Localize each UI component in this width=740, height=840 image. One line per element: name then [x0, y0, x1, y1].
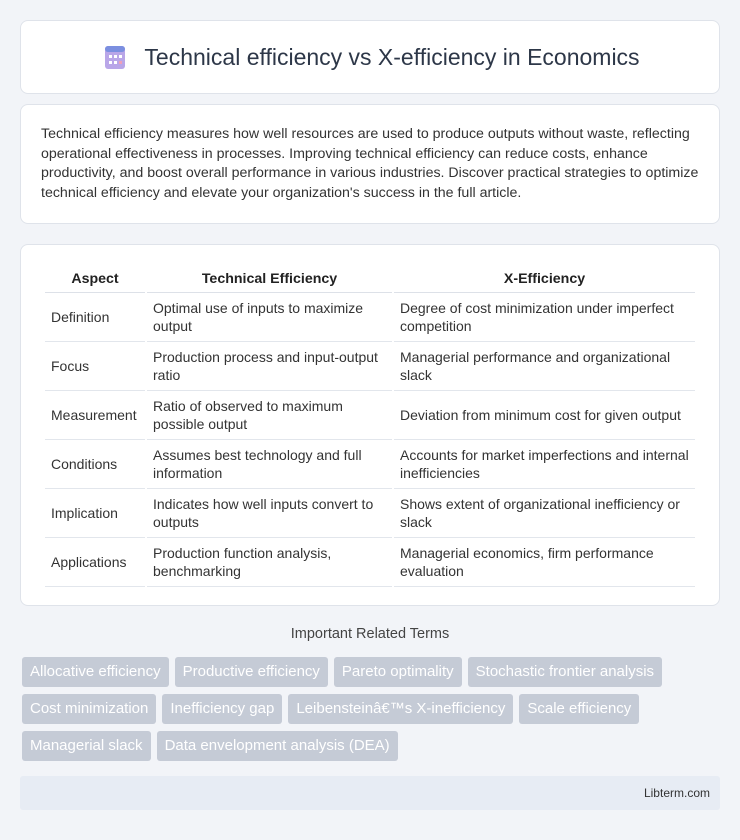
tag-managerial-slack[interactable]: Managerial slack [22, 731, 151, 761]
tag-pareto-optimality[interactable]: Pareto optimality [334, 657, 462, 687]
row-x: Degree of cost minimization under imperfect competition [394, 293, 695, 342]
row-aspect: Focus [45, 342, 145, 391]
table-row [45, 342, 695, 391]
header-technical-efficiency: Technical Efficiency [147, 265, 392, 293]
document-icon [100, 42, 130, 72]
row-x: Accounts for market imperfections and internal inefficiencies [394, 440, 695, 489]
comparison-table [43, 265, 697, 587]
row-aspect: Implication [45, 489, 145, 538]
row-aspect: Definition [45, 293, 145, 342]
intro-text: Technical efficiency measures how well resources are used to produce outputs without waste, reflecting operational effectiveness in processes. Improving technical efficiency can reduce costs, enhance productivity, and boost overall performance in various industries. Discover practical strategies to optimize technical efficiency and elevate your organization's success in the full article. [41, 126, 699, 201]
row-technical: Production process and input-output ratio [147, 342, 392, 391]
tag-leibenstein-x-inefficiency[interactable]: Leibensteinâ€™s X-inefficiency [288, 694, 513, 724]
row-aspect: Applications [45, 538, 145, 587]
footer [20, 776, 720, 810]
footer-site-link[interactable]: Libterm.com [643, 786, 710, 800]
header-x-efficiency: X-Efficiency [394, 265, 695, 293]
table-row [45, 538, 695, 587]
row-x: Shows extent of organizational inefficiency or slack [394, 489, 695, 538]
row-aspect: Measurement [45, 391, 145, 440]
related-terms-title: Important Related Terms [290, 626, 450, 642]
row-x: Managerial economics, firm performance evaluation [394, 538, 695, 587]
row-x: Deviation from minimum cost for given output [394, 391, 695, 440]
header-card [20, 20, 720, 94]
table-row [45, 440, 695, 489]
row-technical: Assumes best technology and full information [147, 440, 392, 489]
tag-stochastic-frontier-analysis[interactable]: Stochastic frontier analysis [468, 657, 662, 687]
tag-scale-efficiency[interactable]: Scale efficiency [519, 694, 639, 724]
tag-productive-efficiency[interactable]: Productive efficiency [175, 657, 328, 687]
related-terms-tags [22, 657, 722, 761]
table-row [45, 489, 695, 538]
tag-cost-minimization[interactable]: Cost minimization [22, 694, 156, 724]
tag-inefficiency-gap[interactable]: Inefficiency gap [162, 694, 282, 724]
row-technical: Ratio of observed to maximum possible output [147, 391, 392, 440]
table-header-row [45, 265, 695, 293]
tag-data-envelopment-analysis[interactable]: Data envelopment analysis (DEA) [157, 731, 398, 761]
intro-card [20, 104, 720, 224]
comparison-table-card [20, 244, 720, 606]
title-wrap [100, 42, 639, 72]
table-row [45, 391, 695, 440]
row-aspect: Conditions [45, 440, 145, 489]
header-aspect: Aspect [45, 265, 145, 293]
row-x: Managerial performance and organizational slack [394, 342, 695, 391]
page-title: Technical efficiency vs X-efficiency in Economics [144, 43, 640, 70]
table-row [45, 293, 695, 342]
row-technical: Production function analysis, benchmarking [147, 538, 392, 587]
tag-allocative-efficiency[interactable]: Allocative efficiency [22, 657, 169, 687]
row-technical: Indicates how well inputs convert to outputs [147, 489, 392, 538]
row-technical: Optimal use of inputs to maximize output [147, 293, 392, 342]
